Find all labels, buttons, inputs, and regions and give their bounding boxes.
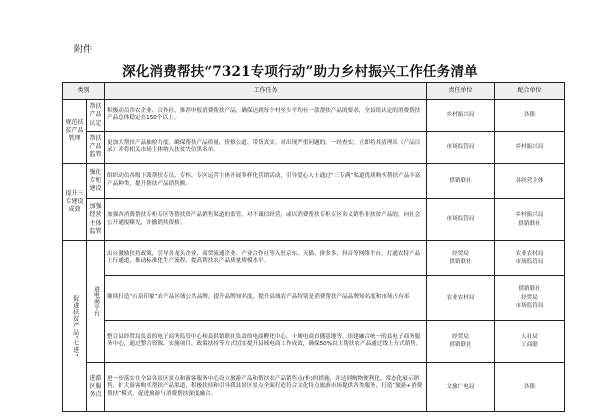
partner-unit: 农业农村局 [515,250,544,257]
subcategory-cell [87,198,105,240]
header-lead-unit: 责任单位 [427,83,495,100]
task-cell: 积极动员涉农企业、合作社，推荐申报消费帮扶产品，确保达到每个村至少平均有一款帮扶产品的要求，全县组认定的消费帮扶产品总体稳定在150个以上。 [105,100,427,132]
partner-unit: 经贸局 [521,294,538,301]
lead-unit: 市场监管局 [446,144,475,151]
table-row [63,198,565,240]
task-cell: 组织动员各级下派帮扶专员、专柜、专区运营主体开展多样化营销活动，引导爱心人士通过“三专满”渠道优质购买帮扶产品丰富产品种类，提升帮扶产品销售额。 [105,163,427,198]
lead-unit-cell [427,100,495,132]
task-cell: 整合县经贸局负责的电子商务监管中心和县供销联社负责的电商孵化中心、十堰电商直播基地等，组建融合统一的县电子商务服务中心，通过整合资源、实施项目、政策扶持等方式切实提升县域电商工作成效，确保50%以上帮扶农产品通过线上方式销售。 [105,320,427,362]
table-row [63,241,565,276]
partner-unit: 人社局 [521,333,538,340]
subcategory-cell [87,241,105,363]
partner-unit-cell [495,100,565,132]
category-label: 促进扶贫产品“七进” [71,295,79,358]
category-label: 提升三专建设成效 [65,189,84,213]
category-cell [63,241,87,412]
category-cell [63,163,87,240]
subcategory-cell [87,163,105,198]
table-row [63,100,565,132]
task-cell: 更加大帮扶产品抽检力度，确保帮扶产品质量、价格公道、带货真实。对出现严重问题的，一经查实，立即将其清理出《产品目录》并将相关市场主体纳入扶贫失信黑名单。 [105,131,427,163]
task-cell: 进一步落实在全县各景区景点和游客服务中心设立旅游产品和帮扶农产品销售点(柜)的措施，并达到购物便利化、常态化展示销售，扩大游客购买帮扶产品渠道，积极扶持和引导我县景区景点全面打造符合文化特点旅游市场提供各类服务，打造“旅游+消费帮扶”模式，促进旅游与消费帮扶深度融合。 [105,362,427,411]
lead-unit: 乡村振兴局 [446,112,475,119]
subcategory-cell [87,362,105,411]
task-list-table [62,82,565,412]
partner-unit: 各镇 [523,112,536,119]
lead-unit: 供销联社 [449,342,472,349]
lead-unit-cell [427,320,495,362]
partner-unit-cell [495,320,565,362]
subcategory-cell [87,100,105,132]
lead-unit-cell [427,362,495,411]
table-row [63,362,565,411]
subcategory-label: 进游区服务点 [89,374,102,398]
category-cell [63,100,87,164]
partner-unit-cell [495,276,565,320]
lead-unit: 农业农村局 [446,294,475,301]
subcategory-label: 加强经营主体监管 [89,203,102,235]
subcategory-label: 帮扶产品认定 [89,103,102,127]
lead-unit: 供销联社 [449,177,472,184]
task-cell: 继续打造“石泉印象”农产品区域公共品牌，提升品牌知名度，提升县域农产品特别是消费帮扶产品品牌知名度和市场占有率 [105,276,427,320]
subcategory-cell [87,131,105,163]
lead-unit: 经贸局 [452,333,469,340]
lead-unit: 经贸局 [452,250,469,257]
table-row [63,131,565,163]
header-category: 类别 [63,83,105,100]
document-title: 深化消费帮扶“7321专项行动”助力乡村振兴工作任务清单 [122,64,478,80]
lead-unit-cell [427,198,495,240]
partner-unit-cell [495,163,565,198]
subcategory-label: 帮扶产品监管 [89,135,102,159]
partner-unit-cell [495,198,565,240]
lead-unit: 供销联社 [449,259,472,266]
partner-unit: 供销联社 [518,286,541,293]
table-row [63,320,565,362]
partner-unit: 供销联社 [518,220,541,227]
task-cell: 加强各消费帮扶专柜专区等帮扶资产品销售渠道的监管，对不诚信经营，或以消费帮扶专柜专区名义销售非扶贫产品的，向社会公开通报曝光，并撤销其资格。 [105,198,427,240]
partner-unit-cell [495,241,565,276]
table-row [63,163,565,198]
lead-unit-cell [427,163,495,198]
partner-unit: 市场监管局 [515,259,544,266]
lead-unit-cell [427,241,495,276]
partner-unit: 各经营主体 [515,177,544,184]
partner-unit: 乡村振兴局 [515,144,544,151]
subcategory-label: 进电商平台 [92,286,100,317]
task-cell: 出台激励扶持政策，引导各龙头企业、商贸流通企业、产业合作社等入驻京东、天猫、拼多多、抖音等网络平台，打通农特产品上行通道，推动标准化生产流程，提高帮扶农产品质量规模水平。 [105,241,427,276]
lead-unit-cell [427,131,495,163]
partner-unit: 工商联 [521,342,538,349]
table-header-row [63,83,565,100]
partner-unit: 各镇 [523,383,536,390]
lead-unit-cell [427,276,495,320]
header-task: 工作任务 [105,83,427,100]
category-label: 规范扶贫产品管理 [65,119,84,143]
lead-unit: 市场监管局 [446,216,475,223]
subcategory-label: 强化专柜建设 [89,168,102,192]
partner-unit-cell [495,131,565,163]
partner-unit: 市场监管局 [515,303,544,310]
attachment-label: 附件 [74,45,93,55]
table-row [63,276,565,320]
lead-unit: 文旅广电局 [446,383,475,390]
partner-unit: 乡村振兴局 [515,212,544,219]
partner-unit-cell [495,362,565,411]
header-partner-units: 配合单位 [495,83,565,100]
